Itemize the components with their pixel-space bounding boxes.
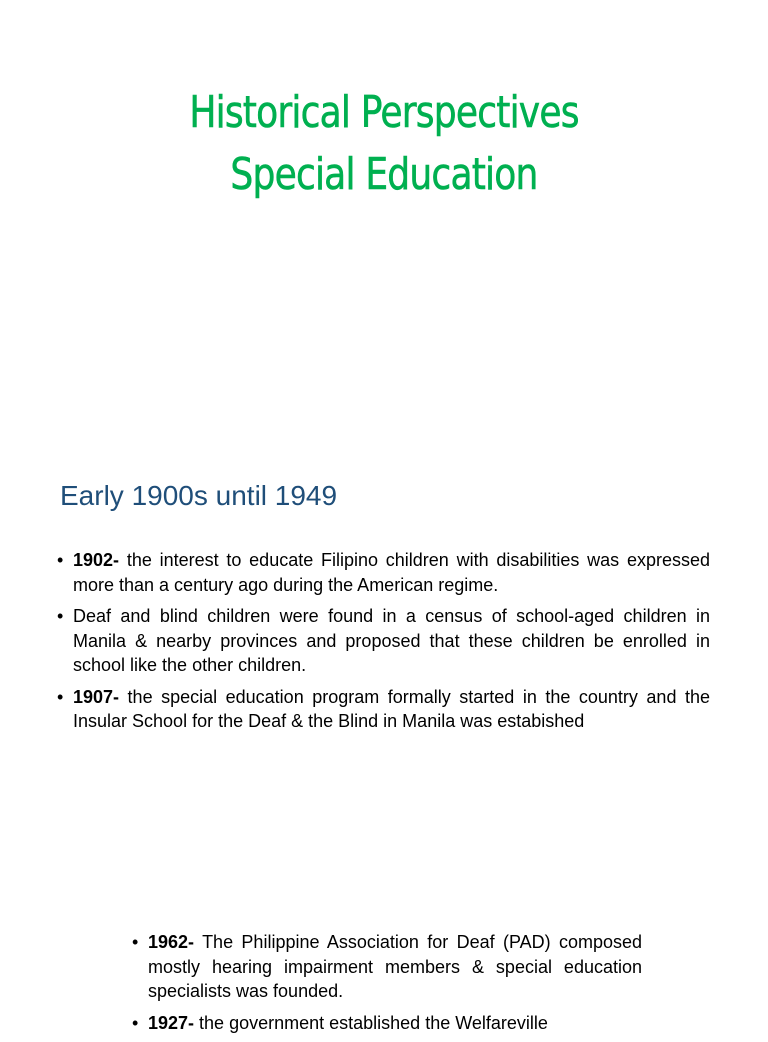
bullet-icon: • bbox=[57, 686, 64, 707]
bullet-text: The Philippine Association for Deaf (PAD) composed mostly hearing impairment members & special education specialists was founded. bbox=[148, 932, 642, 1001]
title-line-2: Special Education bbox=[230, 149, 538, 200]
bullet-year: 1902- bbox=[73, 550, 120, 570]
bullet-icon: • bbox=[132, 932, 139, 952]
bullet-icon: • bbox=[132, 1012, 139, 1033]
bullet-text: the interest to educate Filipino children with disabilities was expressed more than a century ago during the American regime. bbox=[73, 550, 710, 595]
bullet-text: Deaf and blind children were found in a census of school-aged children in Manila & nearby provinces and proposed that these children be enrolled in school like the other children. bbox=[73, 606, 710, 675]
list-item bbox=[55, 548, 710, 597]
content-slide-1960s bbox=[0, 864, 768, 1033]
list-item bbox=[130, 930, 642, 1004]
slide-title bbox=[69, 82, 699, 206]
list-item bbox=[55, 604, 710, 678]
list-item bbox=[130, 1011, 642, 1036]
title-slide bbox=[0, 0, 768, 432]
bullet-text: the special education program formally started in the country and the Insular School for the Deaf & the Blind in Manila was estabished bbox=[73, 686, 710, 731]
bullet-year: 1927- bbox=[148, 1012, 195, 1033]
bullet-list bbox=[130, 930, 642, 1042]
bullet-year: 1962- bbox=[148, 932, 195, 952]
slide-heading: Early 1900s until 1949 bbox=[60, 480, 338, 511]
bullet-icon: • bbox=[57, 550, 64, 570]
content-slide-early-1900s bbox=[0, 432, 768, 864]
bullet-icon: • bbox=[57, 606, 64, 626]
list-item bbox=[55, 685, 710, 734]
bullet-year: 1907- bbox=[73, 686, 120, 707]
bullet-list bbox=[55, 548, 710, 741]
bullet-text: the government established the Welfareville bbox=[194, 1012, 548, 1033]
title-line-1: Historical Perspectives bbox=[189, 87, 579, 138]
